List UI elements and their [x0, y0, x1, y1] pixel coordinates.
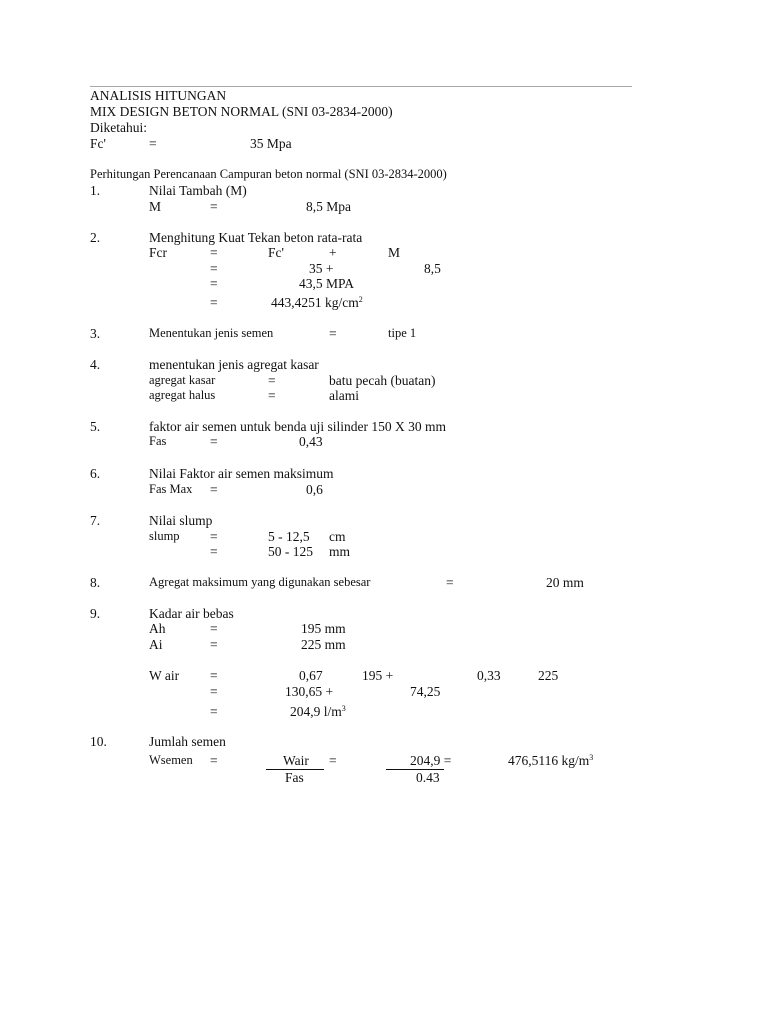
s1-value: 8,5 Mpa	[306, 199, 351, 214]
s4-title: menentukan jenis agregat kasar	[149, 357, 319, 372]
s9-ai-eq: =	[210, 637, 218, 652]
s9-w-c: 0,33	[477, 668, 501, 683]
s3-eq: =	[329, 326, 337, 341]
s10-result: 476,5116 $kg/m^3$	[508, 753, 594, 768]
s2-r2b: 8,5	[424, 261, 441, 276]
s2-r3: 43,5 MPA	[299, 276, 355, 291]
s10-num: 10.	[90, 734, 107, 749]
s1-eq: =	[210, 199, 218, 214]
s1-num: 1.	[90, 183, 101, 198]
s3-title: Menentukan jenis semen	[149, 326, 274, 340]
s4-kasar-label: agregat kasar	[149, 373, 216, 387]
top-rule	[90, 86, 632, 87]
s9-w-a: 0,67	[299, 668, 323, 683]
s9-num: 9.	[90, 606, 101, 621]
s10-den2: 0.43	[416, 770, 440, 785]
s9-ah-eq: =	[210, 621, 218, 636]
s7-v1: 5 - 12,5	[268, 529, 310, 544]
s9-w2a: 130,65 +	[285, 684, 334, 699]
s2-eq: =	[210, 245, 218, 260]
s10-eq1: =	[210, 753, 218, 768]
s5-value: 0,43	[299, 434, 323, 449]
s10-num2: 204,9 =	[410, 753, 452, 768]
s7-eq-2: =	[210, 544, 218, 559]
s4-kasar-eq: =	[268, 373, 276, 388]
s7-num: 7.	[90, 513, 101, 528]
s7-u2: mm	[329, 544, 351, 559]
given-label: Diketahui:	[90, 120, 147, 135]
s2-num: 2.	[90, 230, 101, 245]
s2-eq-4: =	[210, 295, 218, 310]
s4-halus-value: alami	[329, 388, 359, 403]
fc-eq: =	[149, 136, 157, 151]
s5-title: faktor air semen untuk benda uji silinder 150 X 30 mm	[149, 419, 446, 434]
s9-w-eq-3: =	[210, 704, 218, 719]
s9-ah-value: 195 mm	[301, 621, 346, 636]
s9-w-eq: =	[210, 668, 218, 683]
s9-w2b: 74,25	[410, 684, 441, 699]
s1-title: Nilai Tambah (M)	[149, 183, 247, 198]
doc-title: ANALISIS HITUNGAN	[90, 88, 227, 103]
calc-title: Perhitungan Perencanaan Campuran beton normal (SNI 03-2834-2000)	[90, 167, 447, 181]
s2-eq-2: =	[210, 261, 218, 276]
s9-w-eq-2: =	[210, 684, 218, 699]
s6-value: 0,6	[306, 482, 323, 497]
s4-halus-label: agregat halus	[149, 388, 216, 402]
s9-w-label: W air	[149, 668, 180, 683]
s9-w3: 204,9 $l/m^3$	[290, 704, 346, 719]
s7-label: slump	[149, 529, 180, 543]
s2-term2: M	[388, 245, 401, 260]
s2-r4: 443,4251 $kg/cm^2$	[271, 295, 363, 310]
s5-num: 5.	[90, 419, 101, 434]
s8-num: 8.	[90, 575, 101, 590]
s2-term1: Fc'	[268, 245, 284, 260]
s3-value: tipe 1	[388, 326, 417, 340]
s4-num: 4.	[90, 357, 101, 372]
doc-subtitle: MIX DESIGN BETON NORMAL (SNI 03-2834-2000)	[90, 104, 393, 119]
s2-r2a: 35 +	[309, 261, 334, 276]
s6-num: 6.	[90, 466, 101, 481]
s10-num1: Wair	[283, 753, 309, 768]
s7-title: Nilai slump	[149, 513, 213, 528]
s2-plus: +	[329, 245, 337, 260]
s2-eq-3: =	[210, 276, 218, 291]
s8-title: Agregat maksimum yang digunakan sebesar	[149, 575, 371, 589]
s8-eq: =	[446, 575, 454, 590]
s10-label: Wsemen	[149, 753, 193, 767]
s9-ai-label: Ai	[149, 637, 163, 652]
s10-eq2: =	[329, 753, 337, 768]
s9-ai-value: 225 mm	[301, 637, 346, 652]
s6-eq: =	[210, 482, 218, 497]
s5-eq: =	[210, 434, 218, 449]
fc-label: Fc'	[90, 136, 106, 151]
s6-title: Nilai Faktor air semen maksimum	[149, 466, 334, 481]
s4-halus-eq: =	[268, 388, 276, 403]
s3-num: 3.	[90, 326, 101, 341]
s2-label: Fcr	[149, 245, 167, 260]
fc-value: 35 Mpa	[250, 136, 292, 151]
s9-ah-label: Ah	[149, 621, 166, 636]
s4-kasar-value: batu pecah (buatan)	[329, 373, 436, 388]
s2-title: Menghitung Kuat Tekan beton rata-rata	[149, 230, 363, 245]
s9-w-d: 225	[538, 668, 559, 683]
s1-label: M	[149, 199, 162, 214]
s9-w-b: 195 +	[362, 668, 394, 683]
s7-eq: =	[210, 529, 218, 544]
s6-label: Fas Max	[149, 482, 193, 496]
s10-den1: Fas	[285, 770, 304, 785]
s8-value: 20 mm	[546, 575, 584, 590]
s7-u1: cm	[329, 529, 346, 544]
s7-v2: 50 - 125	[268, 544, 313, 559]
s9-title: Kadar air bebas	[149, 606, 234, 621]
s5-label: Fas	[149, 434, 167, 448]
s10-title: Jumlah semen	[149, 734, 226, 749]
